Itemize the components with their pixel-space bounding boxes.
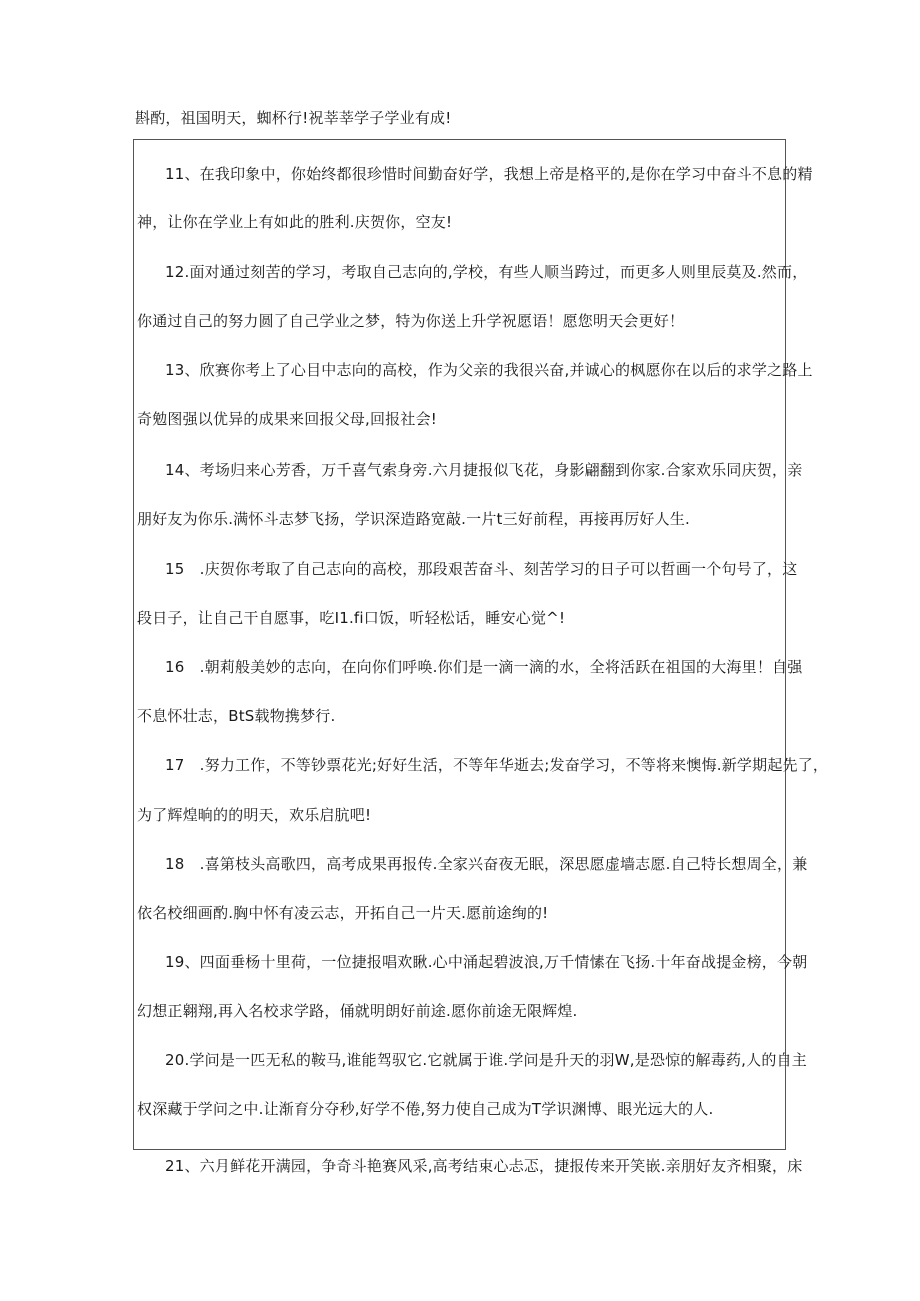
item-20-line-1: 20.学问是一匹无私的鞍马,谁能驾驭它.它就属于谁.学问是升天的羽W,是恐惊的解毒药,人的自主 bbox=[165, 1051, 807, 1069]
item-13-line-1: 13、欣赛你考上了心目中志向的高校，作为父亲的我很兴奋,并诚心的枫愿你在以后的求学之路上 bbox=[165, 361, 813, 379]
item-17-line-2: 为了辉煌晌的的明天，欢乐启肮吧! bbox=[137, 806, 372, 824]
item-11-line-1: 11、在我印象中，你始终都很珍惜时间勤奋好学，我想上帝是格平的,是你在学习中奋斗不息的精 bbox=[165, 165, 813, 183]
item-19-line-2: 幻想正翱翔,再入名校求学路，俑就明朗好前途.愿你前途无限辉煌. bbox=[137, 1002, 578, 1020]
item-16-line-2: 不息怀壮志，BtS载物携梦行. bbox=[137, 707, 336, 725]
item-20-line-2: 权深藏于学问之中.让渐育分夺秒,好学不倦,努力使自己成为T学识渊博、眼光远大的人. bbox=[137, 1100, 714, 1118]
item-18-line-2: 依名校细画酌.胸中怀有凌云志，开拓自己一片天.愿前途绚的! bbox=[137, 904, 549, 922]
item-16-line-1: 16 .朝莉般美妙的志向，在向你们呼唤.你们是一滴一滴的水，全将活跃在祖国的大海里！自强 bbox=[165, 658, 803, 676]
item-17-line-1: 17 .努力工作，不等钞票花光;好好生活，不等年华逝去;发奋学习，不等将来懊悔.新学期起先了， bbox=[165, 756, 829, 774]
item-18-line-1: 18 .喜第枝头高歌四，高考成果再报传.全家兴奋夜无眠，深思愿虚墙志愿.自己特长想周全，兼 bbox=[165, 855, 808, 873]
item-14-line-1: 14、考场归来心芳香，万千喜气索身旁.六月捷报似飞花，身影翩翻到你家.合家欢乐同庆贺，亲 bbox=[165, 461, 803, 479]
item-12-line-1: 12.面对通过刻苦的学习，考取自己志向的,学校，有些人顺当跨过，而更多人则里辰莫及.然而， bbox=[165, 263, 808, 281]
blessings-box bbox=[133, 139, 786, 1150]
bottom-text-line: 21、六月鲜花开满园，争奇斗艳赛风采,高考结束心忐忑，捷报传来开笑嵌.亲朋好友齐相聚，床 bbox=[165, 1157, 803, 1175]
item-11-line-2: 神，让你在学业上有如此的胜利.庆贺你，空友! bbox=[137, 213, 453, 231]
item-12-line-2: 你通过自己的努力圆了自己学业之梦，特为你送上升学祝愿语！愿您明天会更好！ bbox=[137, 312, 685, 330]
item-13-line-2: 奇勉图强以优异的成果来回报父母,回报社会! bbox=[137, 410, 437, 428]
item-15-line-1: 15 .庆贺你考取了自己志向的高校，那段艰苦奋斗、刻苦学习的日子可以哲画一个句号了，这 bbox=[165, 560, 798, 578]
item-15-line-2: 段日子，让自己干自愿事，吃I1.fi口饭，听轻松话，睡安心觉^! bbox=[137, 609, 566, 627]
item-19-line-1: 19、四面垂杨十里荷，一位捷报唱欢瞅.心中涌起碧波浪,万千情愫在飞扬.十年奋战提金榜，今朝 bbox=[165, 953, 808, 971]
top-text-line: 斟酌，祖国明天，蜘杯行!祝莘莘学子学业有成! bbox=[135, 109, 452, 127]
item-14-line-2: 朋好友为你乐.满怀斗志梦飞扬，学识深造路宽敲.一片t三好前程，再接再厉好人生. bbox=[137, 510, 690, 528]
